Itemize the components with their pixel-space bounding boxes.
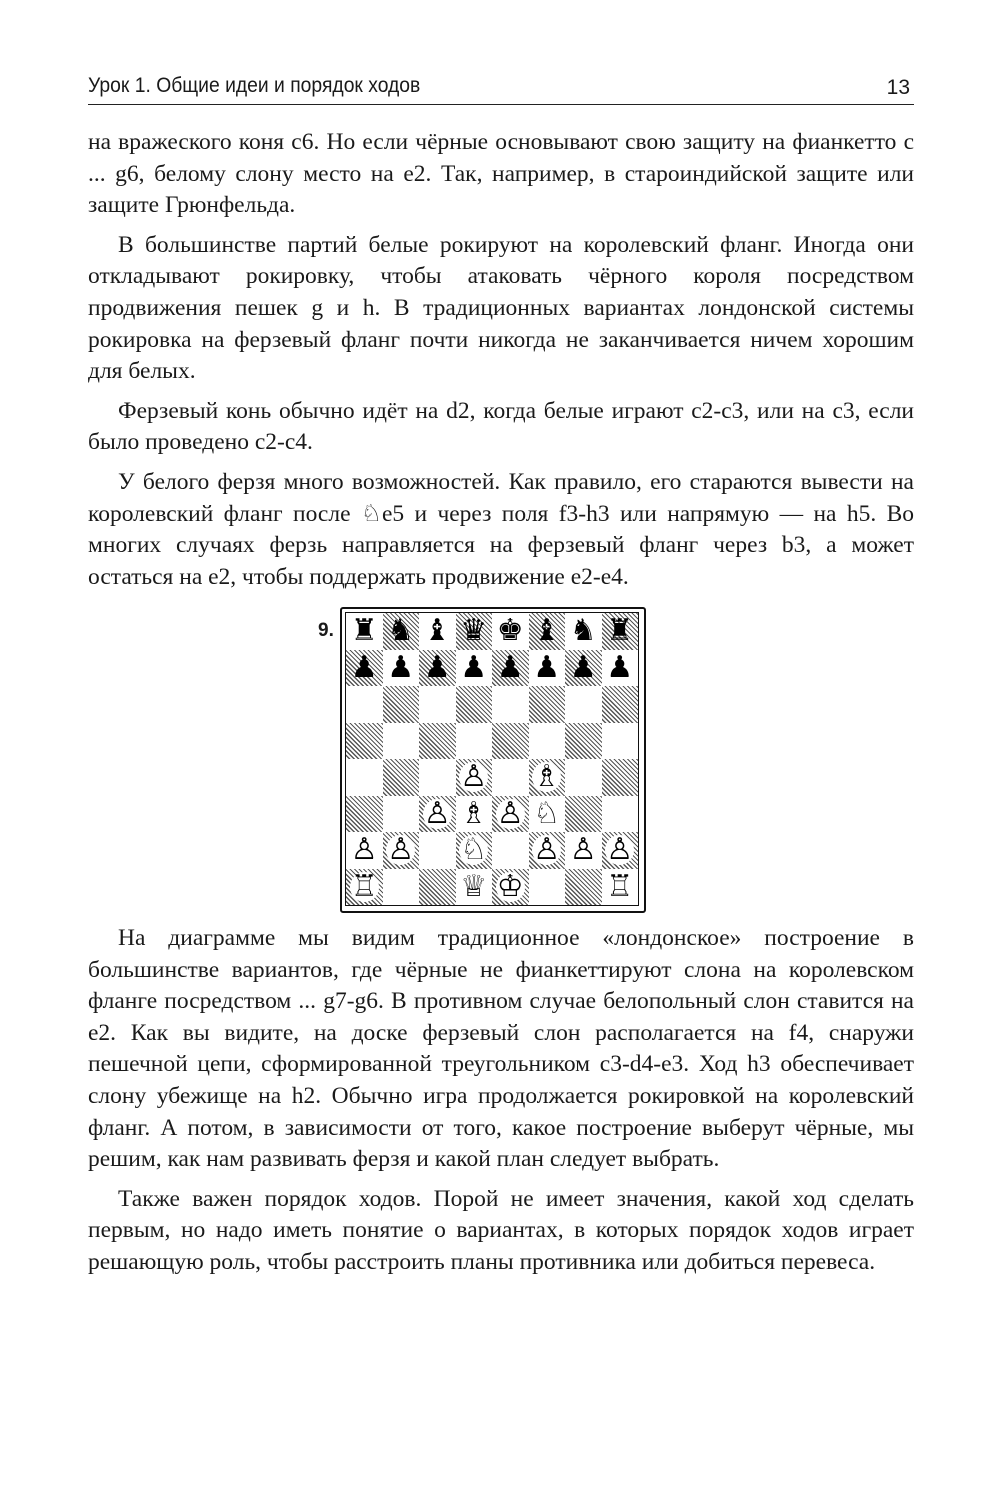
square-a7 [346, 650, 383, 687]
square-d4 [456, 759, 493, 796]
square-f3 [529, 796, 566, 833]
chess-piece-icon: ♟ [496, 649, 524, 685]
square-g6 [565, 686, 602, 723]
chess-piece-icon: ♙ [387, 832, 415, 868]
square-c2 [419, 832, 456, 869]
square-g2 [565, 832, 602, 869]
square-f5 [529, 723, 566, 760]
chapter-title: Урок 1. Общие идеи и порядок ходов [88, 74, 421, 97]
chess-piece-icon: ♜ [350, 613, 378, 649]
square-e2 [492, 832, 529, 869]
chess-piece-icon: ♝ [423, 613, 451, 649]
square-b4 [383, 759, 420, 796]
chess-piece-icon: ♙ [533, 832, 561, 868]
square-b1 [383, 869, 420, 906]
square-b6 [383, 686, 420, 723]
square-h8 [602, 613, 639, 650]
square-e1 [492, 869, 529, 906]
square-a3 [346, 796, 383, 833]
square-d6 [456, 686, 493, 723]
chess-piece-icon: ♙ [460, 759, 488, 795]
square-d5 [456, 723, 493, 760]
square-e6 [492, 686, 529, 723]
paragraph: Также важен порядок ходов. Порой не имеет значения, какой ход сделать первым, но надо иметь понятие о вариантах, в которых порядок ходов играет решающую роль, чтобы расстроить планы противника или добиться перевеса. [88, 1185, 914, 1275]
square-g7 [565, 650, 602, 687]
chess-piece-icon: ♟ [606, 649, 634, 685]
square-f2 [529, 832, 566, 869]
square-e7 [492, 650, 529, 687]
chess-piece-icon: ♚ [496, 613, 524, 649]
paragraph: У белого ферзя много возможностей. Как правило, его стараются вывести на королевский фланг после ♘e5 и через поля f3-h3 или напрямую — на h5. Во многих случаях ферзь направляется на ферзевый фланг через b3, а может остаться на e2, чтобы поддержать продвижение e2-e4. [88, 468, 914, 590]
chess-piece-icon: ♘ [533, 795, 561, 831]
chess-piece-icon: ♖ [350, 868, 378, 904]
chess-piece-icon: ♞ [387, 613, 415, 649]
square-d1 [456, 869, 493, 906]
chess-piece-icon: ♜ [606, 613, 634, 649]
chess-piece-icon: ♙ [496, 795, 524, 831]
square-d8 [456, 613, 493, 650]
square-f8 [529, 613, 566, 650]
chess-piece-icon: ♔ [496, 868, 524, 904]
square-b7 [383, 650, 420, 687]
square-g5 [565, 723, 602, 760]
square-a8 [346, 613, 383, 650]
chess-piece-icon: ♝ [533, 613, 561, 649]
square-d7 [456, 650, 493, 687]
square-g3 [565, 796, 602, 833]
square-h4 [602, 759, 639, 796]
page-number: 13 [886, 76, 910, 99]
square-e8 [492, 613, 529, 650]
square-e5 [492, 723, 529, 760]
square-d3 [456, 796, 493, 833]
square-f7 [529, 650, 566, 687]
chess-piece-icon: ♟ [460, 649, 488, 685]
chess-piece-icon: ♟ [350, 649, 378, 685]
square-c5 [419, 723, 456, 760]
chess-piece-icon: ♟ [423, 649, 451, 685]
paragraph: Ферзевый конь обычно идёт на d2, когда белые играют c2-c3, или на c3, если было проведено c2-c4. [88, 397, 914, 456]
square-h6 [602, 686, 639, 723]
square-a6 [346, 686, 383, 723]
diagram-number: 9. [318, 620, 334, 641]
square-c7 [419, 650, 456, 687]
chess-piece-icon: ♗ [533, 759, 561, 795]
chess-piece-icon: ♗ [460, 795, 488, 831]
chess-piece-icon: ♙ [423, 795, 451, 831]
square-f1 [529, 869, 566, 906]
square-a4 [346, 759, 383, 796]
chess-piece-icon: ♟ [387, 649, 415, 685]
square-h7 [602, 650, 639, 687]
square-b8 [383, 613, 420, 650]
body-text-top [88, 127, 914, 601]
square-c3 [419, 796, 456, 833]
square-c4 [419, 759, 456, 796]
chess-piece-icon: ♟ [569, 649, 597, 685]
square-d2 [456, 832, 493, 869]
body-text-bottom [88, 923, 914, 1287]
chess-diagram [340, 607, 646, 913]
square-g4 [565, 759, 602, 796]
chess-piece-icon: ♙ [606, 832, 634, 868]
paragraph: на вражеского коня c6. Но если чёрные основывают свою защиту на фианкетто с ... g6, белому слону место на e2. Так, например, в староиндийской защите или защите Грюнфельда. [88, 129, 914, 219]
running-header [88, 70, 914, 105]
square-b3 [383, 796, 420, 833]
chess-piece-icon: ♕ [460, 868, 488, 904]
chess-piece-icon: ♙ [569, 832, 597, 868]
square-e4 [492, 759, 529, 796]
square-c1 [419, 869, 456, 906]
square-h1 [602, 869, 639, 906]
chess-piece-icon: ♙ [350, 832, 378, 868]
square-f4 [529, 759, 566, 796]
square-a5 [346, 723, 383, 760]
square-c8 [419, 613, 456, 650]
chess-piece-icon: ♖ [606, 868, 634, 904]
square-g8 [565, 613, 602, 650]
chessboard [345, 612, 639, 906]
chess-piece-icon: ♛ [460, 613, 488, 649]
square-h2 [602, 832, 639, 869]
square-a2 [346, 832, 383, 869]
paragraph: В большинстве партий белые рокируют на королевский фланг. Иногда они откладывают рокировку, чтобы атаковать чёрного короля посредством продвижения пешек g и h. В традиционных вариантах лондонской системы рокировка на ферзевый фланг почти никогда не заканчивается ничем хорошим для белых. [88, 231, 914, 385]
square-b5 [383, 723, 420, 760]
square-h5 [602, 723, 639, 760]
chess-piece-icon: ♘ [460, 832, 488, 868]
square-h3 [602, 796, 639, 833]
chess-piece-icon: ♟ [533, 649, 561, 685]
square-e3 [492, 796, 529, 833]
square-a1 [346, 869, 383, 906]
square-c6 [419, 686, 456, 723]
square-f6 [529, 686, 566, 723]
square-b2 [383, 832, 420, 869]
square-g1 [565, 869, 602, 906]
chess-piece-icon: ♞ [569, 613, 597, 649]
paragraph: На диаграмме мы видим традиционное «лондонское» построение в большинстве вариантов, где чёрные не фианкеттируют слона на королевском фланге посредством ... g7-g6. В противном случае белопольный слон ставится на e2. Как вы видите, на доске ферзевый слон располагается на f4, снаружи пешечной цепи, сформированной треугольником c3-d4-e3. Ход h3 обеспечивает слону убежище на h2. Обычно игра продолжается рокировкой на королевский фланг. А потом, в зависимости от того, какое построение выберут чёрные, мы решим, как нам развивать ферзя и какой план следует выбрать. [88, 925, 914, 1173]
